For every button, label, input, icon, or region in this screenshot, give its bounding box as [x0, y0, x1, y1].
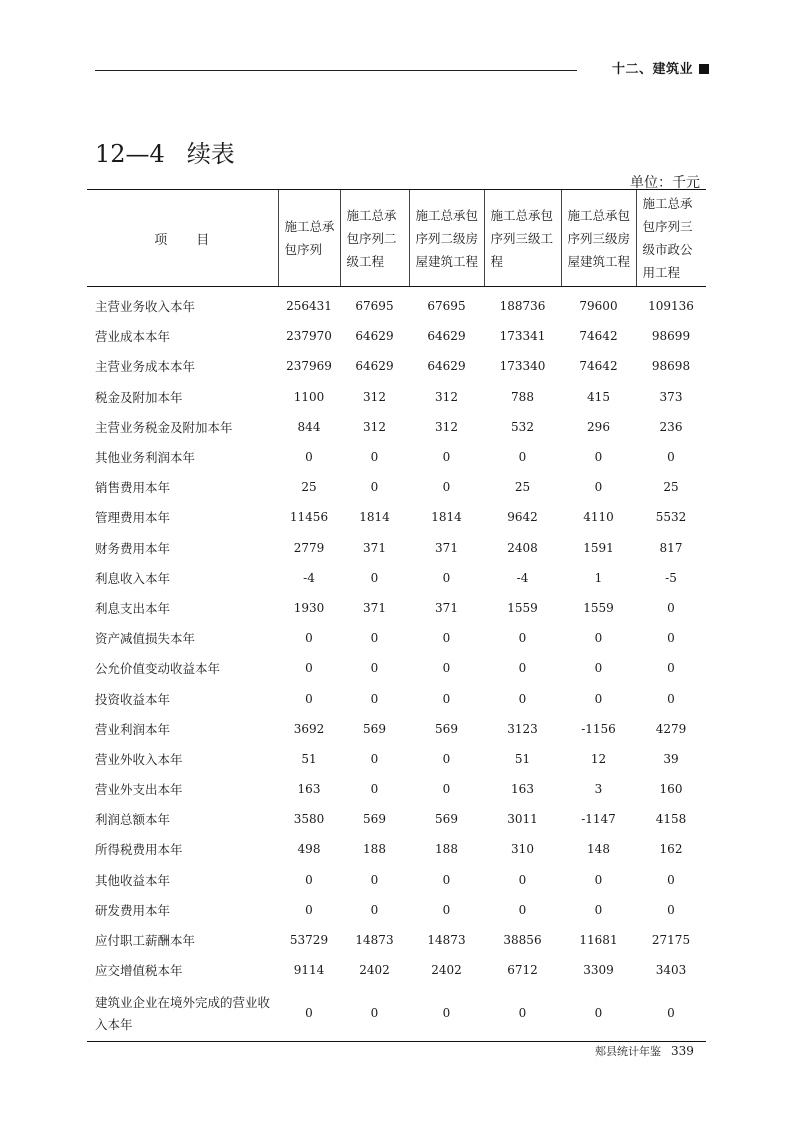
- page-number: 339: [671, 1044, 694, 1058]
- table-row: [87, 955, 706, 985]
- table-cell: 0: [667, 872, 675, 887]
- table-cell: 98699: [651, 329, 691, 344]
- table-cell: 498: [297, 842, 321, 857]
- column-header: 施工总承包序列二级房屋建筑工程: [409, 190, 484, 287]
- table-cell: 188: [435, 842, 458, 857]
- table-cell: 844: [297, 419, 321, 434]
- table-cell: 0: [594, 661, 603, 676]
- row-label: 应交增值税本年: [95, 963, 183, 979]
- table-cell: 3123: [507, 721, 538, 736]
- table-cell: 569: [435, 812, 458, 827]
- table-cell: 160: [659, 782, 683, 797]
- row-label: 营业外支出本年: [95, 782, 183, 798]
- row-label: 财务费用本年: [95, 540, 171, 556]
- table-cell: 373: [659, 389, 683, 404]
- table-cell: 569: [363, 721, 386, 736]
- table-cell: -1156: [581, 721, 616, 736]
- table-cell: 3403: [655, 963, 687, 978]
- table-cell: 3692: [293, 721, 325, 736]
- table-cell: 1559: [583, 600, 614, 615]
- table-cell: 0: [370, 751, 379, 766]
- row-label: 研发费用本年: [95, 902, 171, 918]
- table-cell: 9642: [507, 510, 538, 525]
- table-cell: 1: [594, 570, 603, 585]
- table-cell: 4279: [655, 721, 687, 736]
- row-label: 其他业务利润本年: [95, 450, 196, 466]
- table-cell: 532: [511, 419, 534, 434]
- table-cell: 5532: [655, 510, 687, 525]
- table-cell: 0: [667, 450, 675, 465]
- table-cell: 0: [442, 902, 451, 917]
- table-row: [87, 925, 706, 955]
- table-row: [87, 774, 706, 804]
- table-row: [87, 895, 706, 925]
- column-header: 施工总承包序列三级市政公用工程: [636, 190, 706, 287]
- table-cell: 173340: [499, 359, 546, 374]
- table-cell: 0: [518, 661, 527, 676]
- table-cell: 0: [518, 631, 527, 646]
- table-cell: 0: [370, 661, 379, 676]
- table-cell: 64629: [355, 359, 394, 374]
- table-row: [87, 321, 706, 351]
- row-label: 所得税费用本年: [95, 842, 183, 858]
- table-cell: 0: [594, 480, 603, 495]
- table-cell: 39: [663, 751, 679, 766]
- table-cell: 1100: [293, 389, 325, 404]
- section-label: [612, 58, 709, 77]
- item-column-header: 项 目: [87, 190, 278, 287]
- table-cell: 74642: [579, 359, 618, 374]
- row-label: 销售费用本年: [95, 480, 171, 496]
- table-cell: 0: [370, 691, 379, 706]
- table-cell: 4110: [583, 510, 614, 525]
- table-cell: 0: [667, 600, 675, 615]
- table-cell: 53729: [289, 933, 329, 948]
- table-cell: 569: [363, 812, 386, 827]
- table-cell: 237969: [286, 359, 332, 374]
- table-cell: 0: [305, 691, 313, 706]
- column-header: 施工总承包序列三级工程: [484, 190, 561, 287]
- table-cell: 67695: [355, 299, 394, 314]
- table-cell: 0: [442, 570, 451, 585]
- unit-label: 单位：千元: [630, 175, 700, 191]
- table-cell: 98698: [651, 359, 691, 374]
- table-body: [87, 287, 706, 1042]
- table-cell: 0: [667, 691, 675, 706]
- table-cell: 64629: [427, 359, 466, 374]
- table-cell: 0: [340, 985, 409, 1042]
- table-row: [87, 287, 706, 322]
- table-cell: 14873: [355, 933, 394, 948]
- table-cell: 0: [518, 450, 527, 465]
- column-header: 施工总承包序列二级工程: [340, 190, 409, 287]
- row-label: 营业外收入本年: [95, 751, 183, 767]
- table-cell: 0: [442, 631, 451, 646]
- table-cell: 371: [363, 600, 386, 615]
- table-cell: 0: [370, 631, 379, 646]
- table-cell: 312: [363, 419, 386, 434]
- table-cell: 79600: [579, 299, 618, 314]
- table-cell: 25: [514, 480, 531, 495]
- table-cell: 569: [435, 721, 458, 736]
- table-cell: 109136: [648, 299, 694, 314]
- table-cell: 27175: [651, 933, 691, 948]
- table-row: [87, 653, 706, 683]
- table-cell: 0: [442, 691, 451, 706]
- table-row: [87, 533, 706, 563]
- table-cell: 0: [636, 985, 706, 1042]
- row-label: 营业利润本年: [95, 721, 171, 737]
- table-row: [87, 834, 706, 864]
- table-cell: 0: [370, 480, 379, 495]
- row-label: 营业成本本年: [95, 329, 171, 345]
- table-cell: 237970: [286, 329, 332, 344]
- table-row: [87, 442, 706, 472]
- table-cell: 163: [297, 782, 321, 797]
- table-cell: 0: [484, 985, 561, 1042]
- table-cell: 25: [301, 480, 317, 495]
- table-cell: 64629: [355, 329, 394, 344]
- table-cell: 11456: [289, 510, 329, 525]
- row-label: 税金及附加本年: [95, 389, 183, 405]
- table-cell: 0: [518, 902, 527, 917]
- table-cell: 788: [511, 389, 534, 404]
- table-cell: 0: [594, 691, 603, 706]
- page-footer: [595, 1043, 694, 1059]
- table-cell: 0: [518, 872, 527, 887]
- table-cell: 371: [435, 600, 458, 615]
- table-cell: 256431: [286, 299, 332, 314]
- table-cell: 0: [305, 872, 313, 887]
- header-rule: [95, 70, 577, 71]
- table-cell: 0: [594, 902, 603, 917]
- table-title: [95, 134, 235, 169]
- table-cell: 1814: [431, 510, 462, 525]
- table-cell: 0: [409, 985, 484, 1042]
- table-cell: 12: [590, 751, 607, 766]
- square-bullet-icon: [699, 64, 709, 74]
- table-cell: 0: [442, 751, 451, 766]
- table-cell: -5: [665, 570, 677, 585]
- table-cell: 4158: [655, 812, 687, 827]
- table-cell: 0: [667, 661, 675, 676]
- row-label: 主营业务收入本年: [95, 299, 196, 315]
- table-cell: 0: [370, 902, 379, 917]
- table-cell: -4: [516, 570, 529, 585]
- table-row: [87, 714, 706, 744]
- table-row: [87, 623, 706, 653]
- table-cell: 1930: [293, 600, 325, 615]
- table-cell: 0: [667, 902, 675, 917]
- row-label: 应付职工薪酬本年: [95, 933, 196, 949]
- table-cell: 236: [659, 419, 683, 434]
- table-cell: 0: [370, 450, 379, 465]
- table-row: [87, 683, 706, 713]
- table-cell: 51: [514, 751, 531, 766]
- table-cell: 371: [363, 540, 386, 555]
- row-label: 公允价值变动收益本年: [95, 661, 221, 677]
- table-cell: -1147: [581, 812, 616, 827]
- table-cell: 2402: [431, 963, 462, 978]
- table-cell: 1814: [359, 510, 390, 525]
- row-label: 管理费用本年: [95, 510, 171, 526]
- table-cell: 296: [587, 419, 610, 434]
- table-row: [87, 744, 706, 774]
- table-cell: 0: [594, 872, 603, 887]
- table-cell: 38856: [503, 933, 542, 948]
- table-row: [87, 563, 706, 593]
- table-number: 12—4: [95, 140, 165, 168]
- table-cell: 0: [278, 985, 340, 1042]
- table-row: [87, 412, 706, 442]
- table-cell: 14873: [427, 933, 466, 948]
- table-cell: 1591: [583, 540, 614, 555]
- row-label: 利润总额本年: [95, 812, 171, 828]
- table-cell: 0: [667, 631, 675, 646]
- table-cell: 0: [305, 661, 313, 676]
- table-cell: 312: [363, 389, 386, 404]
- table-cell: 0: [370, 872, 379, 887]
- row-label: 资产减值损失本年: [95, 631, 196, 647]
- table-row: [87, 382, 706, 412]
- table-cell: 3011: [507, 812, 538, 827]
- table-cell: 0: [518, 691, 527, 706]
- table-cell: 3309: [583, 963, 614, 978]
- table-cell: 0: [594, 631, 603, 646]
- table-cell: 67695: [427, 299, 466, 314]
- table-cell: 163: [511, 782, 534, 797]
- table-row: [87, 865, 706, 895]
- table-cell: 3: [594, 782, 603, 797]
- table-cell: 817: [659, 540, 683, 555]
- table-row: [87, 502, 706, 532]
- table-cell: 2402: [359, 963, 390, 978]
- table-cell: 2779: [293, 540, 325, 555]
- table-cell: 188736: [499, 299, 546, 314]
- table-cell: 188: [363, 842, 386, 857]
- table-cell: 74642: [579, 329, 618, 344]
- column-header: 施工总承包序列: [278, 190, 340, 287]
- table-row: [87, 804, 706, 834]
- table-cell: 0: [561, 985, 636, 1042]
- table-cell: 1559: [507, 600, 538, 615]
- table-cell: 310: [511, 842, 534, 857]
- table-cell: 25: [663, 480, 679, 495]
- table-cell: 0: [442, 450, 451, 465]
- table-cell: 0: [305, 450, 313, 465]
- table-cell: 0: [442, 782, 451, 797]
- row-label: 其他收益本年: [95, 872, 171, 888]
- table-cell: 0: [305, 631, 313, 646]
- table-cell: 9114: [293, 963, 325, 978]
- table-cell: 0: [442, 872, 451, 887]
- table-cell: 64629: [427, 329, 466, 344]
- row-label: 建筑业企业在境外完成的营业收入本年: [87, 985, 278, 1042]
- table-cell: 312: [435, 419, 458, 434]
- table-cell: 173341: [499, 329, 546, 344]
- table-cell: 312: [435, 389, 458, 404]
- table-row: [87, 985, 706, 1042]
- table-cell: 0: [305, 902, 313, 917]
- table-cell: 148: [587, 842, 610, 857]
- table-cell: 51: [301, 751, 317, 766]
- table-title-text: 续表: [186, 140, 235, 168]
- table-cell: 0: [370, 570, 379, 585]
- row-label: 利息支出本年: [95, 600, 171, 616]
- row-label: 投资收益本年: [95, 691, 171, 707]
- table-cell: 415: [587, 389, 610, 404]
- table-cell: 6712: [507, 963, 538, 978]
- row-label: 利息收入本年: [95, 570, 171, 586]
- table-cell: 11681: [579, 933, 618, 948]
- row-label: 主营业务成本本年: [95, 359, 196, 375]
- row-label: 主营业务税金及附加本年: [95, 419, 233, 435]
- table-header-row: [87, 190, 706, 287]
- column-header: 施工总承包序列三级房屋建筑工程: [561, 190, 636, 287]
- table-cell: -4: [303, 570, 315, 585]
- table-cell: 0: [594, 450, 603, 465]
- table-cell: 371: [435, 540, 458, 555]
- table-cell: 162: [659, 842, 683, 857]
- section-title: 十二、建筑业: [612, 62, 694, 77]
- table-cell: 0: [442, 661, 451, 676]
- table-row: [87, 351, 706, 381]
- table-cell: 0: [442, 480, 451, 495]
- table-row: [87, 472, 706, 502]
- data-table: [87, 189, 706, 1042]
- table-cell: 2408: [507, 540, 538, 555]
- table-cell: 0: [370, 782, 379, 797]
- table-row: [87, 593, 706, 623]
- footer-book-title: 郏县统计年鉴: [595, 1045, 661, 1058]
- table-cell: 3580: [293, 812, 325, 827]
